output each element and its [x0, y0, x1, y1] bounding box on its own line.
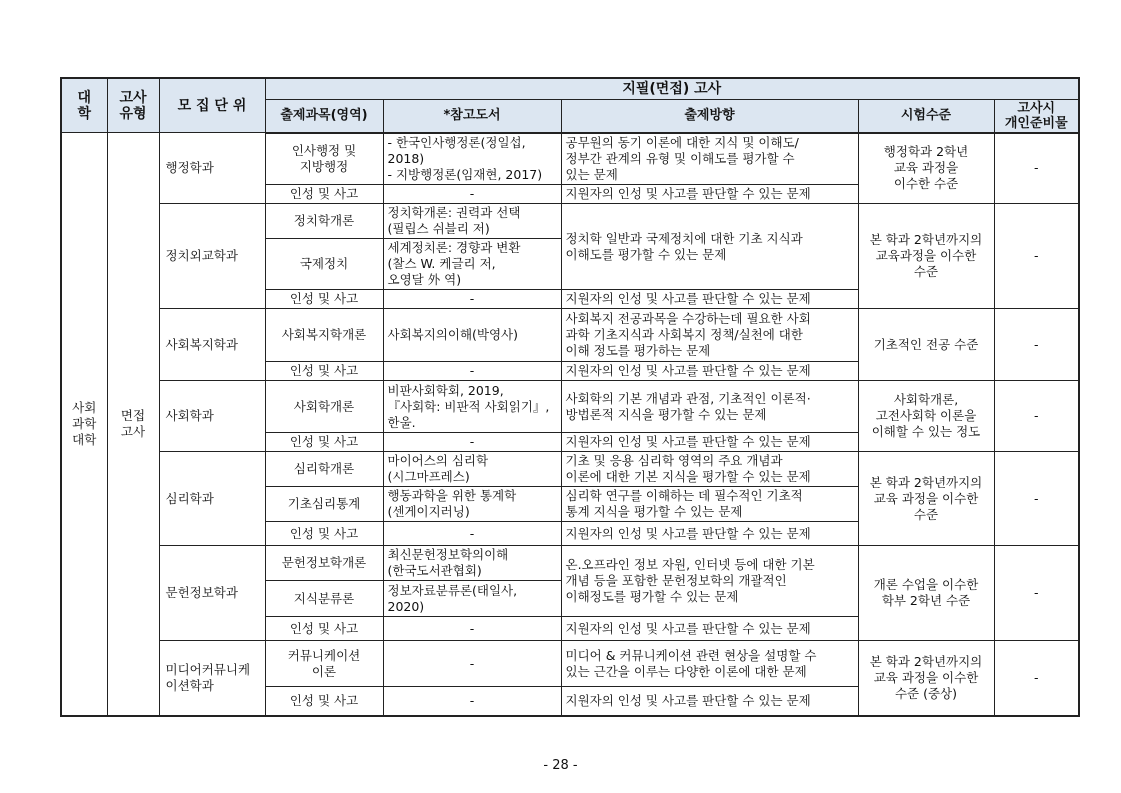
book-cell: 최신문헌정보학의이해 (한국도서관협회): [383, 546, 561, 581]
level-cell: 기초적인 전공 수준: [858, 309, 994, 381]
unit-cell: 정치외교학과: [159, 204, 265, 309]
direction-cell: 지원자의 인성 및 사고를 판단할 수 있는 문제: [561, 185, 858, 204]
book-cell: 비판사회학회, 2019, 『사회학: 비판적 사회읽기』, 한울.: [383, 381, 561, 433]
table-row: [61, 641, 1079, 687]
page-number: - 28 -: [543, 758, 578, 773]
subject-cell: 심리학개론: [265, 452, 383, 487]
subject-cell: 국제정치: [265, 239, 383, 290]
direction-cell: 지원자의 인성 및 사고를 판단할 수 있는 문제: [561, 362, 858, 381]
book-cell: 정치학개론: 권력과 선택 (필립스 쉬블리 저): [383, 204, 561, 239]
book-cell: -: [383, 290, 561, 309]
col-books: *참고도서: [383, 99, 561, 133]
direction-cell: 사회복지 전공과목을 수강하는데 필요한 사회 과학 기초지식과 사회복지 정책/실천에 대한 이해 정도를 평가하는 문제: [561, 309, 858, 362]
col-subject: 출제과목(영역): [265, 99, 383, 133]
exam-type-cell: 면접 고사: [107, 133, 159, 716]
table-row: [61, 452, 1079, 487]
book-cell: 행동과학을 위한 통계학 (센게이지러닝): [383, 487, 561, 522]
prep-cell: -: [994, 641, 1079, 716]
unit-cell: 행정학과: [159, 133, 265, 204]
subject-cell: 인성 및 사고: [265, 362, 383, 381]
level-cell: 본 학과 2학년까지의 교육과정을 이수한 수준: [858, 204, 994, 309]
level-cell: 개론 수업을 이수한 학부 2학년 수준: [858, 546, 994, 641]
subject-cell: 기초심리통계: [265, 487, 383, 522]
direction-cell: 온.오프라인 정보 자원, 인터넷 등에 대한 기본 개념 등을 포함한 문헌정보학의 개괄적인 이해정도를 평가할 수 있는 문제: [561, 546, 858, 617]
prep-cell: -: [994, 204, 1079, 309]
col-unit: 모 집 단 위: [159, 78, 265, 133]
unit-cell: 문헌정보학과: [159, 546, 265, 641]
book-cell: - 한국인사행정론(정일섭, 2018) - 지방행정론(임재현, 2017): [383, 133, 561, 185]
subject-cell: 커뮤니케이션 이론: [265, 641, 383, 687]
subject-cell: 인성 및 사고: [265, 522, 383, 546]
direction-cell: 지원자의 인성 및 사고를 판단할 수 있는 문제: [561, 617, 858, 641]
subject-cell: 인사행정 및 지방행정: [265, 133, 383, 185]
unit-cell: 사회복지학과: [159, 309, 265, 381]
book-cell: -: [383, 433, 561, 452]
prep-cell: -: [994, 309, 1079, 381]
unit-cell: 사회학과: [159, 381, 265, 452]
book-cell: 사회복지의이해(박영사): [383, 309, 561, 362]
book-cell: 정보자료분류론(태일사, 2020): [383, 581, 561, 617]
subject-cell: 정치학개론: [265, 204, 383, 239]
table-row: [61, 546, 1079, 581]
table-row: [61, 309, 1079, 362]
admission-exam-table: [60, 77, 1080, 717]
subject-cell: 인성 및 사고: [265, 185, 383, 204]
book-cell: -: [383, 522, 561, 546]
col-exam-type: 고사 유형: [107, 78, 159, 133]
direction-cell: 미디어 & 커뮤니케이션 관련 현상을 설명할 수 있는 근간을 이루는 다양한 이론에 대한 문제: [561, 641, 858, 687]
book-cell: -: [383, 641, 561, 687]
unit-cell: 심리학과: [159, 452, 265, 546]
col-group-written: 지필(면접) 고사: [265, 78, 1079, 99]
table-row: [61, 133, 1079, 185]
direction-cell: 사회학의 기본 개념과 관점, 기초적인 이론적· 방법론적 지식을 평가할 수 있는 문제: [561, 381, 858, 433]
table-body: [61, 133, 1079, 716]
subject-cell: 인성 및 사고: [265, 687, 383, 716]
direction-cell: 지원자의 인성 및 사고를 판단할 수 있는 문제: [561, 433, 858, 452]
col-college: 대 학: [61, 78, 107, 133]
book-cell: 마이어스의 심리학 (시그마프레스): [383, 452, 561, 487]
level-cell: 본 학과 2학년까지의 교육 과정을 이수한 수준 (중상): [858, 641, 994, 716]
subject-cell: 인성 및 사고: [265, 290, 383, 309]
book-cell: -: [383, 687, 561, 716]
direction-cell: 심리학 연구를 이해하는 데 필수적인 기초적 통계 지식을 평가할 수 있는 문제: [561, 487, 858, 522]
col-prep: 고사시 개인준비물: [994, 99, 1079, 133]
subject-cell: 인성 및 사고: [265, 433, 383, 452]
direction-cell: 기초 및 응용 심리학 영역의 주요 개념과 이론에 대한 기본 지식을 평가할 수 있는 문제: [561, 452, 858, 487]
direction-cell: 지원자의 인성 및 사고를 판단할 수 있는 문제: [561, 290, 858, 309]
prep-cell: -: [994, 133, 1079, 204]
direction-cell: 지원자의 인성 및 사고를 판단할 수 있는 문제: [561, 522, 858, 546]
subject-cell: 사회학개론: [265, 381, 383, 433]
book-cell: 세계정치론: 경향과 변환 (찰스 W. 케글리 저, 오영달 外 역): [383, 239, 561, 290]
level-cell: 행정학과 2학년 교육 과정을 이수한 수준: [858, 133, 994, 204]
unit-cell: 미디어커뮤니케 이션학과: [159, 641, 265, 716]
book-cell: -: [383, 617, 561, 641]
col-level: 시험수준: [858, 99, 994, 133]
direction-cell: 공무원의 동기 이론에 대한 지식 및 이해도/ 정부간 관계의 유형 및 이해도를 평가할 수 있는 문제: [561, 133, 858, 185]
subject-cell: 문헌정보학개론: [265, 546, 383, 581]
table-row: [61, 204, 1079, 239]
prep-cell: -: [994, 381, 1079, 452]
subject-cell: 인성 및 사고: [265, 617, 383, 641]
subject-cell: 사회복지학개론: [265, 309, 383, 362]
level-cell: 사회학개론, 고전사회학 이론을 이해할 수 있는 정도: [858, 381, 994, 452]
table-row: [61, 381, 1079, 433]
subject-cell: 지식분류론: [265, 581, 383, 617]
col-direction: 출제방향: [561, 99, 858, 133]
prep-cell: -: [994, 452, 1079, 546]
prep-cell: -: [994, 546, 1079, 641]
book-cell: -: [383, 362, 561, 381]
direction-cell: 정치학 일반과 국제정치에 대한 기초 지식과 이해도를 평가할 수 있는 문제: [561, 204, 858, 290]
book-cell: -: [383, 185, 561, 204]
level-cell: 본 학과 2학년까지의 교육 과정을 이수한 수준: [858, 452, 994, 546]
college-cell: 사회 과학 대학: [61, 133, 107, 716]
direction-cell: 지원자의 인성 및 사고를 판단할 수 있는 문제: [561, 687, 858, 716]
